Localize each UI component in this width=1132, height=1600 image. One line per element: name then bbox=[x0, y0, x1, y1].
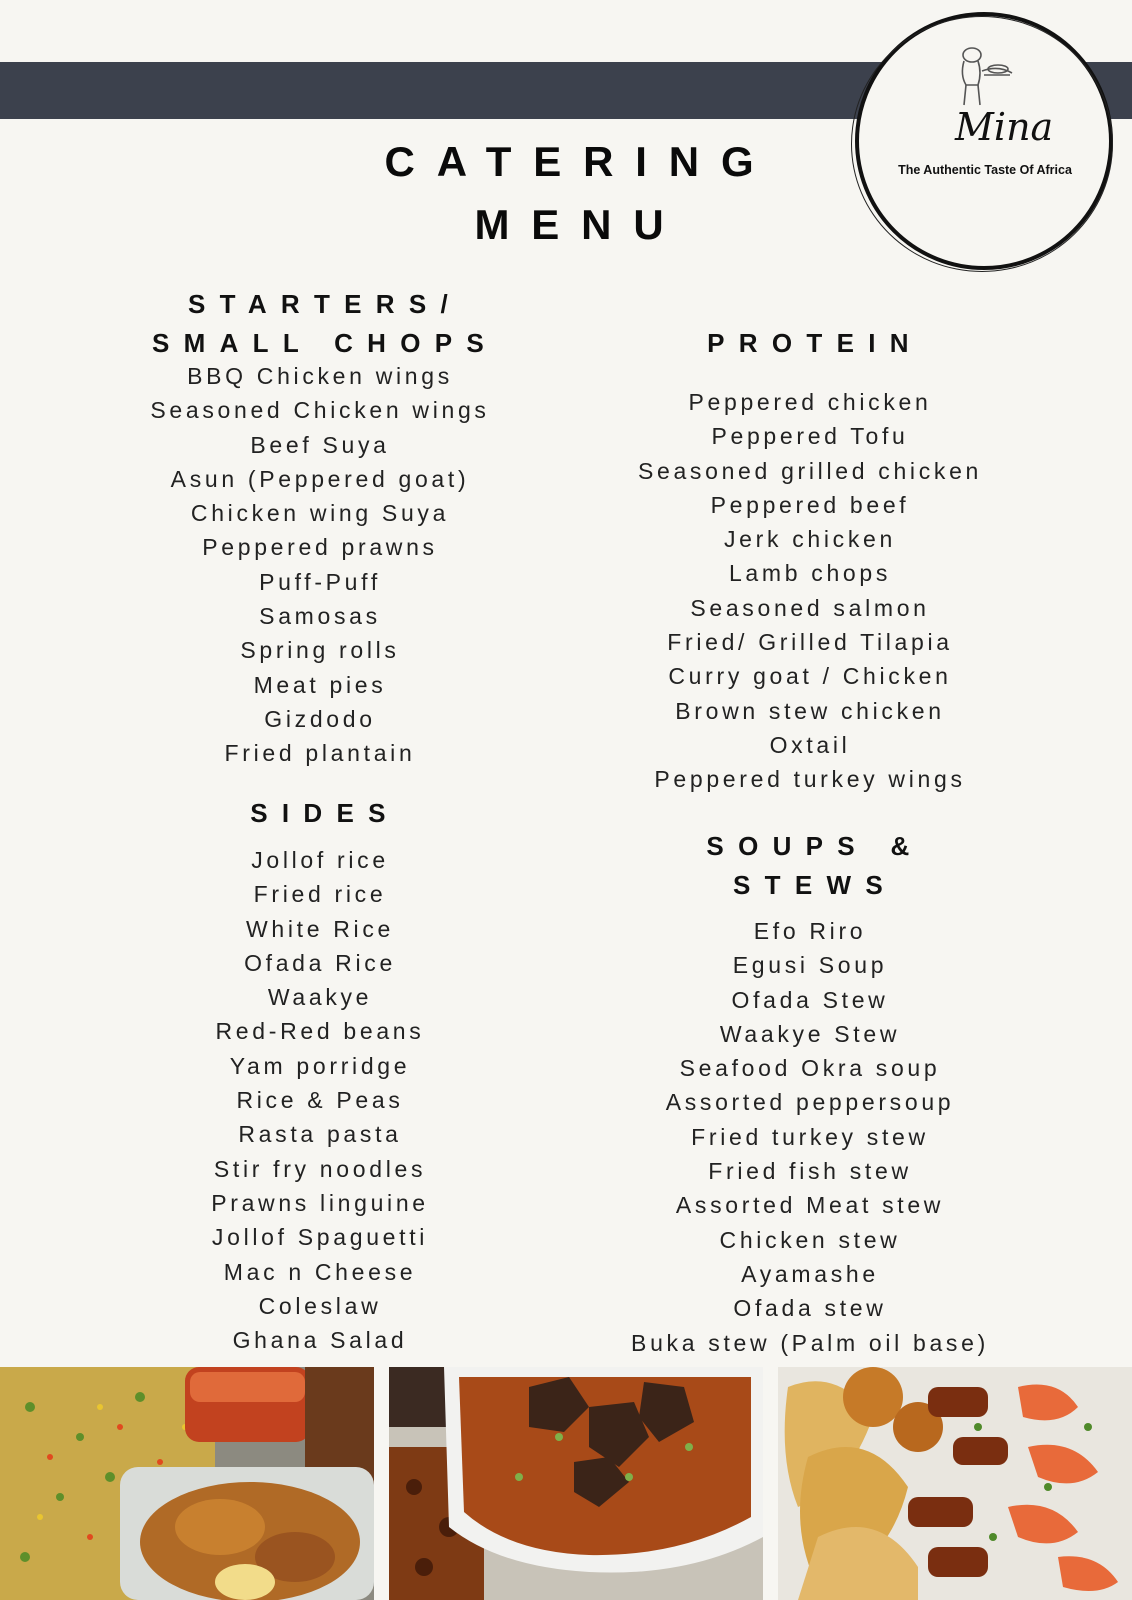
list-item: Red-Red beans bbox=[215, 1018, 425, 1045]
list-item: Chicken stew bbox=[719, 1226, 901, 1253]
sides-list bbox=[100, 843, 540, 1357]
list-item: Waakye Stew bbox=[719, 1020, 901, 1047]
list-item: Prawns linguine bbox=[211, 1189, 429, 1216]
list-item: Fried turkey stew bbox=[691, 1123, 929, 1150]
logo-name: Mina bbox=[955, 105, 1054, 149]
list-item: Assorted Meat stew bbox=[675, 1192, 945, 1219]
list-item: Samosas bbox=[259, 603, 381, 630]
soups-list bbox=[590, 914, 1030, 1360]
list-item: Brown stew chicken bbox=[675, 697, 945, 724]
list-item: Fried fish stew bbox=[708, 1158, 912, 1185]
list-item: Jollof rice bbox=[251, 847, 389, 873]
list-item: Mac n Cheese bbox=[223, 1258, 417, 1285]
list-item: Puff-Puff bbox=[259, 568, 381, 595]
list-item: Rice & Peas bbox=[236, 1087, 404, 1114]
meat-pies-and-prawns-photo bbox=[778, 1367, 1132, 1600]
list-item: BBQ Chicken wings bbox=[187, 363, 453, 389]
list-item: Ghana Salad bbox=[232, 1327, 408, 1354]
list-item: Peppered beef bbox=[710, 491, 910, 518]
list-item: Egusi Soup bbox=[732, 952, 888, 979]
list-item: Peppered chicken bbox=[688, 389, 932, 415]
starters-list bbox=[100, 359, 540, 771]
jollof-rice-with-meat-photo bbox=[389, 1367, 763, 1600]
list-item: Seasoned Chicken wings bbox=[150, 397, 490, 424]
logo-tagline: The Authentic Taste Of Africa bbox=[898, 163, 1072, 177]
section-title-sides: SIDES bbox=[250, 798, 400, 828]
list-item: Ofada Rice bbox=[244, 949, 396, 976]
jollof-rice-and-chicken-photo bbox=[0, 1367, 374, 1600]
food-photo-strip bbox=[0, 1367, 1132, 1600]
list-item: Peppered turkey wings bbox=[654, 766, 966, 793]
list-item: Waakye bbox=[267, 984, 373, 1011]
list-item: Meat pies bbox=[253, 671, 387, 698]
list-item: Chicken wing Suya bbox=[190, 500, 450, 527]
list-item: Fried plantain bbox=[224, 740, 416, 767]
list-item: Oxtail bbox=[769, 731, 851, 758]
list-item: White Rice bbox=[246, 915, 394, 942]
list-item: Stir fry noodles bbox=[213, 1155, 427, 1182]
page-title-line2: MENU bbox=[474, 201, 686, 248]
list-item: Lamb chops bbox=[728, 560, 892, 587]
list-item: Yam porridge bbox=[229, 1052, 411, 1079]
list-item: Curry goat / Chicken bbox=[668, 663, 952, 690]
list-item: Assorted peppersoup bbox=[665, 1089, 955, 1116]
section-title-starters-line1: STARTERS/ bbox=[187, 289, 463, 319]
list-item: Ofada Stew bbox=[731, 986, 889, 1013]
section-title-starters-line2: SMALL CHOPS bbox=[151, 328, 499, 358]
list-item: Asun (Peppered goat) bbox=[170, 465, 470, 492]
list-item: Ayamashe bbox=[741, 1260, 879, 1287]
protein-list bbox=[590, 385, 1030, 797]
list-item: Coleslaw bbox=[258, 1292, 382, 1319]
page-title-line1: CATERING bbox=[384, 138, 776, 185]
list-item: Seasoned salmon bbox=[690, 594, 930, 621]
section-title-protein: PROTEIN bbox=[707, 328, 923, 358]
list-item: Peppered Tofu bbox=[711, 423, 909, 450]
section-title-soups-line2: STEWS bbox=[733, 870, 897, 900]
list-item: Jerk chicken bbox=[724, 526, 896, 553]
list-item: Spring rolls bbox=[240, 637, 400, 664]
chef-figure-icon bbox=[950, 45, 1020, 109]
list-item: Peppered prawns bbox=[202, 534, 438, 561]
list-item: Buka stew (Palm oil base) bbox=[631, 1329, 989, 1356]
list-item: Beef Suya bbox=[250, 431, 390, 458]
list-item: Fried/ Grilled Tilapia bbox=[667, 629, 953, 656]
list-item: Gizdodo bbox=[264, 705, 376, 732]
list-item: Seafood Okra soup bbox=[679, 1055, 941, 1082]
list-item: Seasoned grilled chicken bbox=[637, 457, 983, 484]
list-item: Jollof Spaguetti bbox=[211, 1224, 429, 1251]
list-item: Fried rice bbox=[253, 881, 387, 908]
list-item: Ofada stew bbox=[733, 1295, 887, 1322]
section-title-soups-line1: SOUPS & bbox=[706, 831, 924, 861]
list-item: Rasta pasta bbox=[238, 1121, 402, 1148]
list-item: Efo Riro bbox=[753, 918, 867, 944]
